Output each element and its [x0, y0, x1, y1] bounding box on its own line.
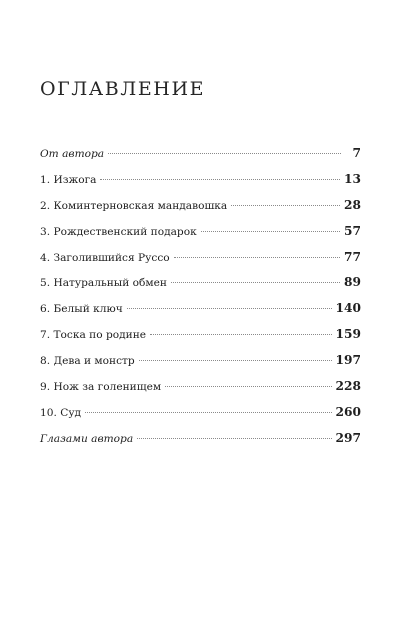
- toc-entry: [40, 296, 361, 322]
- toc-entry: [40, 400, 361, 426]
- toc-entry-page-number: 13: [344, 171, 361, 186]
- toc-entry-page-number: 260: [335, 404, 361, 419]
- dot-leader: [100, 179, 340, 180]
- dot-leader: [231, 205, 340, 206]
- toc-entry-title: 5. Натуральный обмен: [40, 277, 167, 290]
- toc-entry: [40, 141, 361, 167]
- toc-entry-title: 4. Заголившийся Руссо: [40, 251, 170, 264]
- toc-entry-page-number: 57: [344, 223, 361, 238]
- toc-entry: [40, 167, 361, 193]
- dot-leader: [139, 360, 332, 361]
- dot-leader: [108, 153, 341, 154]
- toc-entry: [40, 374, 361, 400]
- dot-leader: [201, 231, 340, 232]
- toc-entry-page-number: 297: [335, 430, 361, 445]
- dot-leader: [174, 257, 340, 258]
- toc-entry: [40, 322, 361, 348]
- toc-entry-title: 7. Тоска по родине: [40, 329, 147, 342]
- toc-entry-page-number: 140: [335, 301, 361, 316]
- toc-entry: [40, 270, 361, 296]
- toc-entry-page-number: 28: [344, 197, 361, 212]
- dot-leader: [165, 386, 331, 387]
- toc-entry-page-number: 228: [335, 379, 361, 394]
- toc-entry: [40, 193, 361, 219]
- toc-entry-title: 1. Изжога: [40, 173, 97, 186]
- dot-leader: [85, 412, 331, 413]
- toc-entry-page-number: 197: [335, 353, 361, 368]
- toc-entry: [40, 426, 361, 452]
- toc-entry-title: 2. Коминтерновская мандавошка: [40, 199, 228, 212]
- toc-entry-title: Глазами автора: [40, 432, 134, 445]
- toc-entry: [40, 245, 361, 271]
- toc-entry: [40, 219, 361, 245]
- toc-entry-title: 8. Дева и монстр: [40, 355, 135, 368]
- dot-leader: [127, 308, 332, 309]
- toc-entry-title: 3. Рождественский подарок: [40, 225, 197, 238]
- toc-entry-title: От автора: [40, 148, 105, 160]
- toc-entry: [40, 348, 361, 374]
- toc-entry-page-number: 7: [352, 146, 361, 160]
- toc-entry-title: 10. Суд: [40, 406, 82, 419]
- dot-leader: [171, 282, 340, 283]
- dot-leader: [137, 438, 331, 439]
- toc-entry-page-number: 159: [335, 327, 361, 342]
- toc-list: [40, 141, 361, 452]
- toc-entry-title: 9. Нож за голенищем: [40, 381, 162, 394]
- toc-entry-page-number: 77: [344, 249, 361, 264]
- toc-entry-title: 6. Белый ключ: [40, 303, 123, 316]
- dot-leader: [150, 334, 332, 335]
- toc-entry-page-number: 89: [344, 275, 361, 290]
- toc-heading: ОГЛАВЛЕНИЕ: [40, 78, 206, 100]
